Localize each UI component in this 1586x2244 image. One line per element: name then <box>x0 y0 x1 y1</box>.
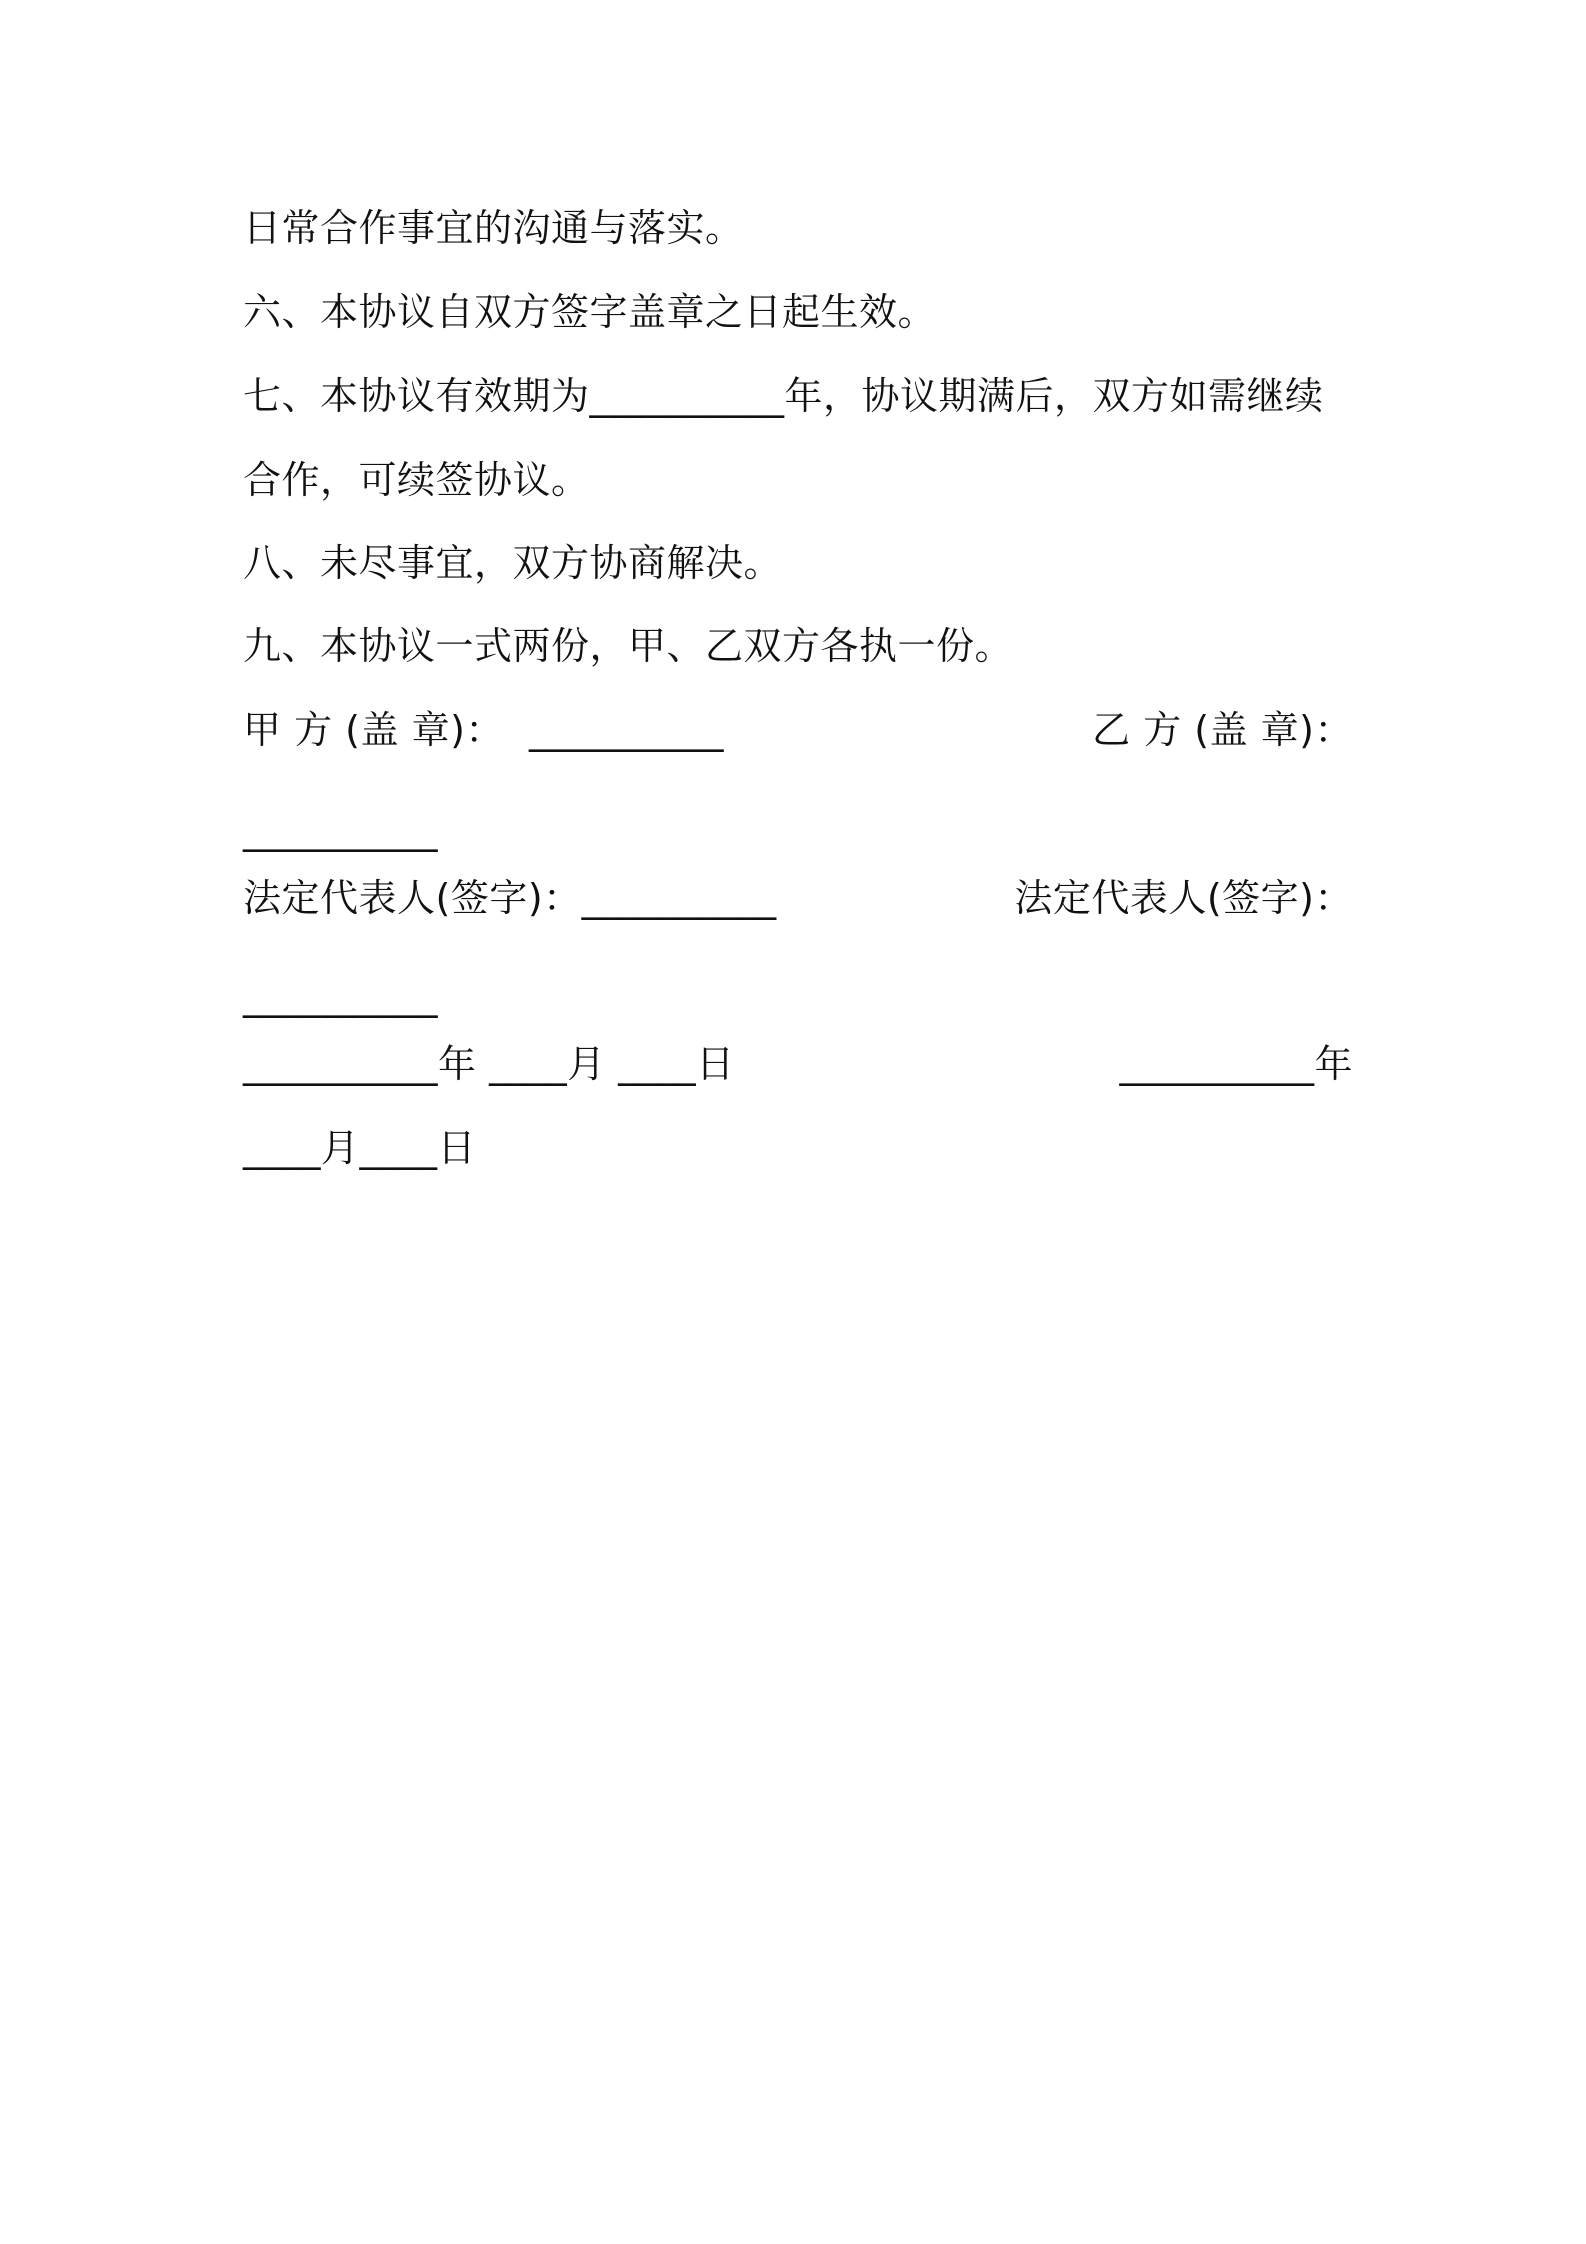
clause-nine: 九、本协议一式两份，甲、乙双方各执一份。 <box>243 624 1014 668</box>
party-b-representative-label: 法定代表人(签字)： <box>1014 876 1353 920</box>
paragraph-continuation: 日常合作事宜的沟通与落实。 <box>243 206 744 250</box>
clause-seven-line-1: 七、本协议有效期为__________年，协议期满后，双方如需继续 <box>243 374 1324 418</box>
clause-six: 六、本协议自双方签字盖章之日起生效。 <box>243 290 937 334</box>
party-a-date-field: __________年 ____月 ____日 <box>243 1042 735 1086</box>
party-b-date-month-day: ____月____日 <box>243 1126 477 1170</box>
party-a-representative-field: 法定代表人(签字)：__________ <box>243 876 777 920</box>
party-b-seal-label: 乙 方 (盖 章)： <box>1092 708 1353 752</box>
party-b-date-year: __________年 <box>1119 1042 1353 1086</box>
party-b-seal-blank: __________ <box>243 808 438 852</box>
clause-seven-line-2: 合作，可续签协议。 <box>243 458 590 502</box>
party-b-representative-blank: __________ <box>243 974 438 1018</box>
clause-eight: 八、未尽事宜，双方协商解决。 <box>243 541 783 585</box>
party-a-seal-field: 甲 方 (盖 章)： __________ <box>243 708 725 752</box>
